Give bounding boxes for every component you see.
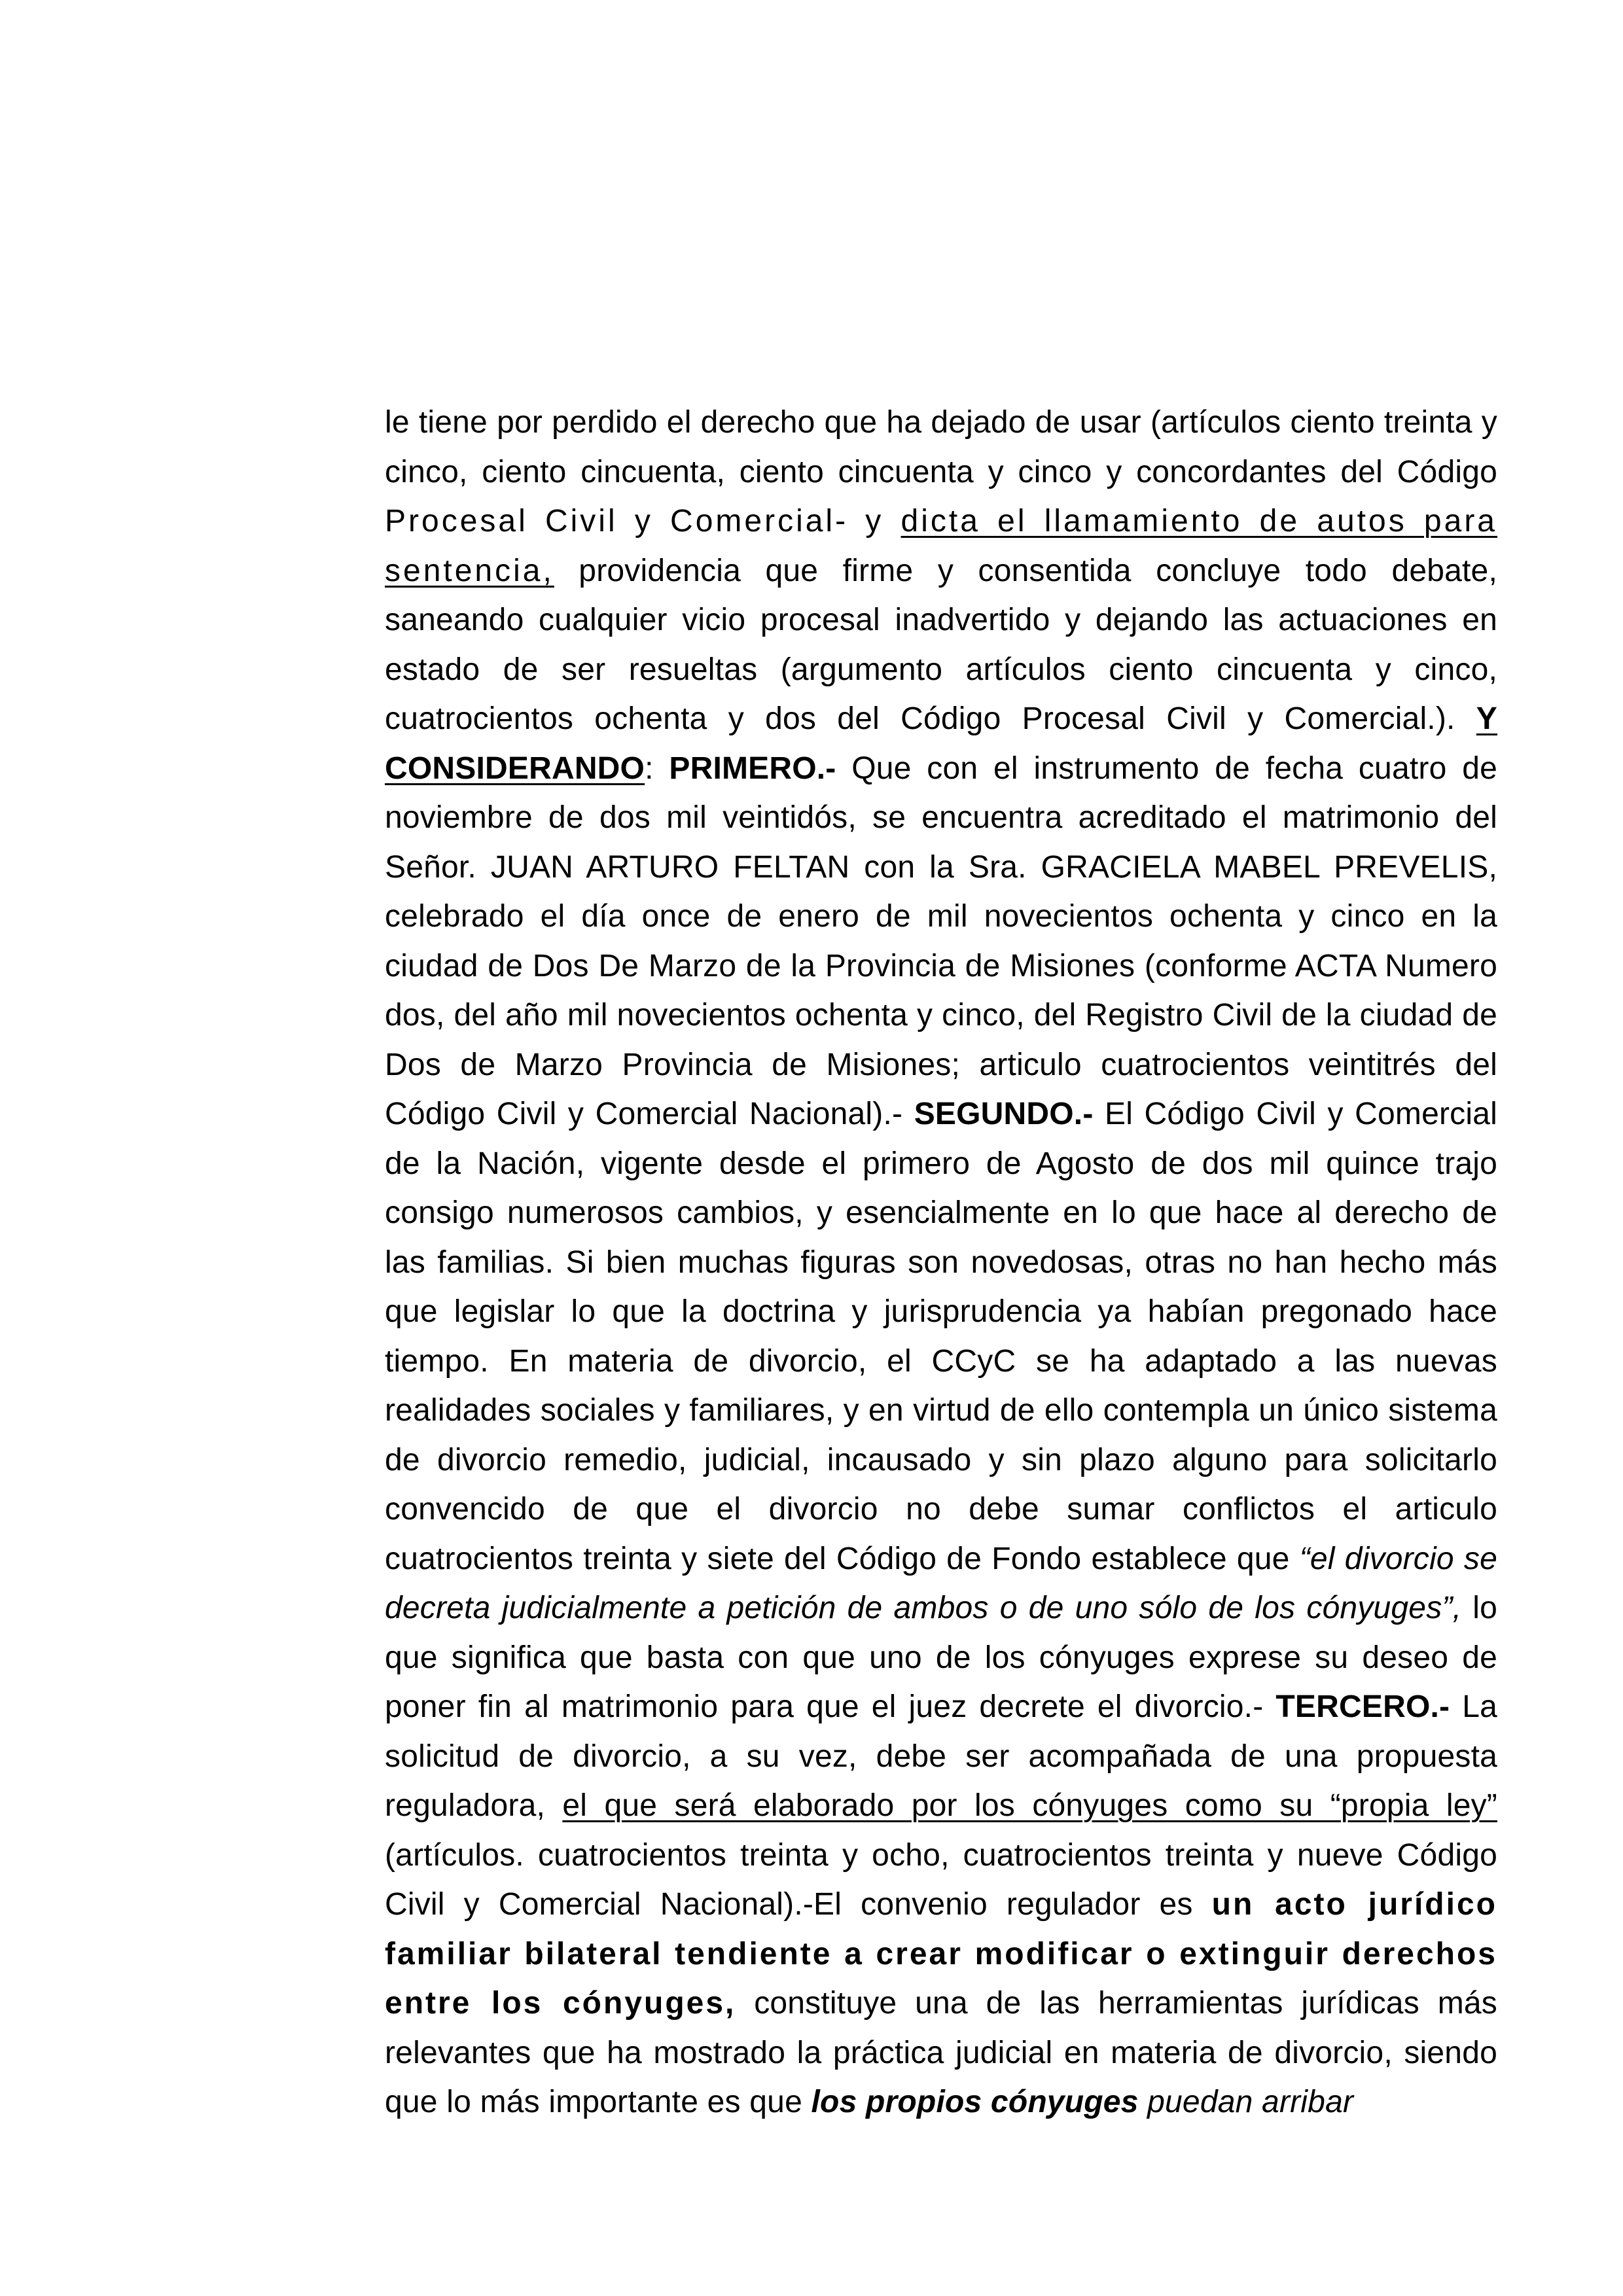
section-heading-considerando: Y CONSIDERANDO [385, 701, 1497, 786]
text-run: (artículos. cuatrocientos treinta y ocho, cuatrocientos treinta y nueve Código Civil y Comercial Nacional).-El convenio regulador es [385, 1837, 1497, 1922]
text-run [1139, 2085, 1148, 2119]
underlined-text: el que será elaborado por los cónyuges como su “propia ley” [562, 1788, 1497, 1823]
text-run: : [645, 751, 669, 786]
quoted-italic-text: “el divorcio se decreta judicialmente a petición de ambos o de uno sólo de los cónyuges”, [385, 1541, 1497, 1625]
underlined-text: dicta el llamamiento de autos para sentencia, [385, 504, 1497, 588]
text-run: Que con el instrumento de fecha cuatro de noviembre de dos mil veintidós, se encuentra acreditado el matrimonio del Señor. JUAN ARTURO FELTAN con la Sra. GRACIELA MABEL PREVELIS, celebrado el día once de enero de mil novecientos ochenta y cinco en la ciudad de Dos De Marzo de la Provincia de Misiones (conforme ACTA Numero dos, del año mil novecientos ochenta y cinco, del Registro Civil de la ciudad de Dos de Marzo Provincia de Misiones; articulo cuatrocientos veintitrés del Código Civil y Comercial Nacional).- [385, 751, 1497, 1131]
section-label-tercero: TERCERO.- [1275, 1689, 1450, 1724]
text-run: Procesal Civil y Comercial- y [385, 504, 901, 539]
text-run: lo que significa que basta con que uno de los cónyuges exprese su deseo de poner fin al matrimonio para que el juez decrete el divorcio.- [385, 1591, 1497, 1724]
text-run: le tiene por perdido el derecho que ha dejado de usar (artículos ciento treinta y cinco, ciento cincuenta, ciento cincuenta y cinco y concordantes del Código [385, 405, 1497, 489]
paragraph [385, 398, 1497, 2127]
text-run: La solicitud de divorcio, a su vez, debe ser acompañada de una propuesta reguladora, [385, 1689, 1498, 1823]
text-run: providencia que firme y consentida concluye todo debate, saneando cualquier vicio procesal inadvertido y dejando las actuaciones en estado de ser resueltas (argumento artículos ciento cincuenta y cinco, cuatrocientos ochenta y dos del Código Procesal Civil y Comercial.). [385, 553, 1497, 736]
text-run: constituye una de las herramientas jurídicas más relevantes que ha mostrado la práctica judicial en materia de divorcio, siendo que lo más importante es que [385, 1986, 1497, 2119]
body-paragraph [385, 398, 1497, 2127]
bold-definition-text: un acto jurídico familiar bilateral tendiente a crear modificar o extinguir derechos entre los cónyuges, [385, 1887, 1497, 2021]
section-label-primero: PRIMERO.- [669, 751, 836, 786]
text-run: El Código Civil y Comercial de la Nación, vigente desde el primero de Agosto de dos mil quince trajo consigo numerosos cambios, y esencialmente en lo que hace al derecho de las familias. Si bien muchas figuras son novedosas, otras no han hecho más que legislar lo que la doctrina y jurisprudencia ya habían pregonado hace tiempo. En materia de divorcio, el CCyC se ha adaptado a las nuevas realidades sociales y familiares, y en virtud de ello contempla un único sistema de divorcio remedio, judicial, incausado y sin plazo alguno para solicitarlo convencido de que el divorcio no debe sumar conflictos el articulo cuatrocientos treinta y siete del Código de Fondo establece que [385, 1097, 1497, 1576]
section-label-segundo: SEGUNDO.- [914, 1097, 1094, 1131]
bold-italic-text: los propios cónyuges [811, 2085, 1139, 2119]
italic-text: puedan arribar [1147, 2085, 1354, 2119]
